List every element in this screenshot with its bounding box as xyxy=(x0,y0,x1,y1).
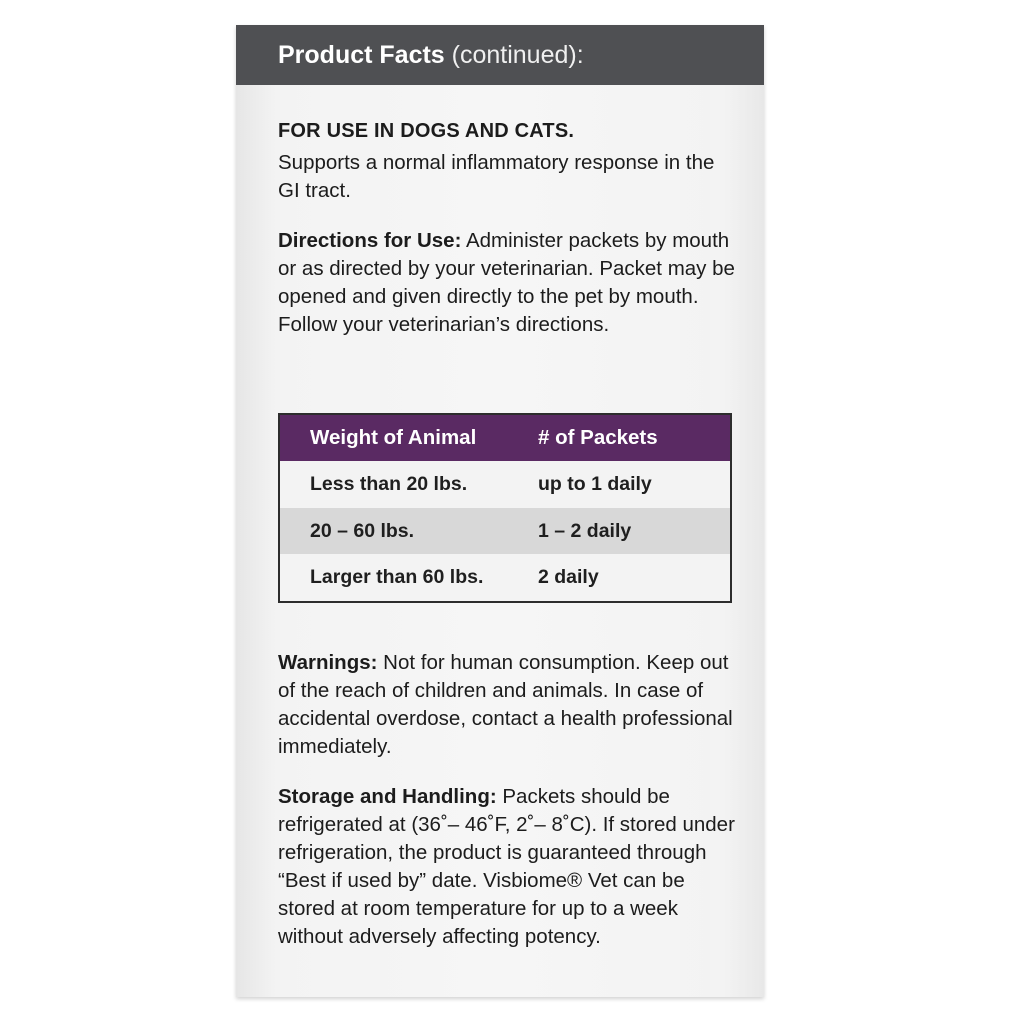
directions-text: Administer packets by mouth or as directed by your veterinarian. Packet may be opened and given directly to the pet by mouth. Follow your veterinarian’s directions. xyxy=(278,229,735,336)
table-row xyxy=(280,461,730,508)
warnings-paragraph xyxy=(278,649,738,761)
column-header-weight: Weight of Animal xyxy=(310,426,477,449)
supports-text: Supports a normal inflammatory response in the GI tract. xyxy=(278,151,715,202)
directions-paragraph xyxy=(278,227,738,339)
packets-cell: 2 daily xyxy=(538,566,599,588)
weight-cell: Less than 20 lbs. xyxy=(310,473,468,495)
dosage-table xyxy=(278,413,732,603)
product-facts-panel xyxy=(236,25,764,997)
warnings-label: Warnings: xyxy=(278,651,378,674)
header-title: Product Facts xyxy=(278,41,445,69)
header-continued: (continued): xyxy=(444,41,584,69)
storage-paragraph xyxy=(278,783,738,951)
table-row xyxy=(280,508,730,555)
warnings-storage-section xyxy=(278,649,738,951)
intro-section xyxy=(278,117,738,339)
dosage-table-header xyxy=(280,415,730,461)
weight-cell: 20 – 60 lbs. xyxy=(310,519,415,542)
table-row xyxy=(280,554,730,601)
weight-cell: Larger than 60 lbs. xyxy=(310,566,484,588)
storage-label: Storage and Handling: xyxy=(278,785,497,808)
directions-label: Directions for Use: xyxy=(278,229,462,252)
packets-cell: up to 1 daily xyxy=(538,473,652,495)
product-facts-header xyxy=(236,25,764,85)
storage-text: Packets should be refrigerated at (36˚– 46˚F, 2˚– 8˚C). If stored under refrigeration, the product is guaranteed through “Best if used by” date. Visbiome® Vet can be stored at room temperature for up to a week without adversely affecting potency. xyxy=(278,785,735,948)
column-header-packets: # of Packets xyxy=(538,426,658,449)
warnings-text: Not for human consumption. Keep out of the reach of children and animals. In case of accidental overdose, contact a health professional immediately. xyxy=(278,651,733,758)
packets-cell: 1 – 2 daily xyxy=(538,519,632,542)
species-heading: FOR USE IN DOGS AND CATS. xyxy=(278,120,575,142)
